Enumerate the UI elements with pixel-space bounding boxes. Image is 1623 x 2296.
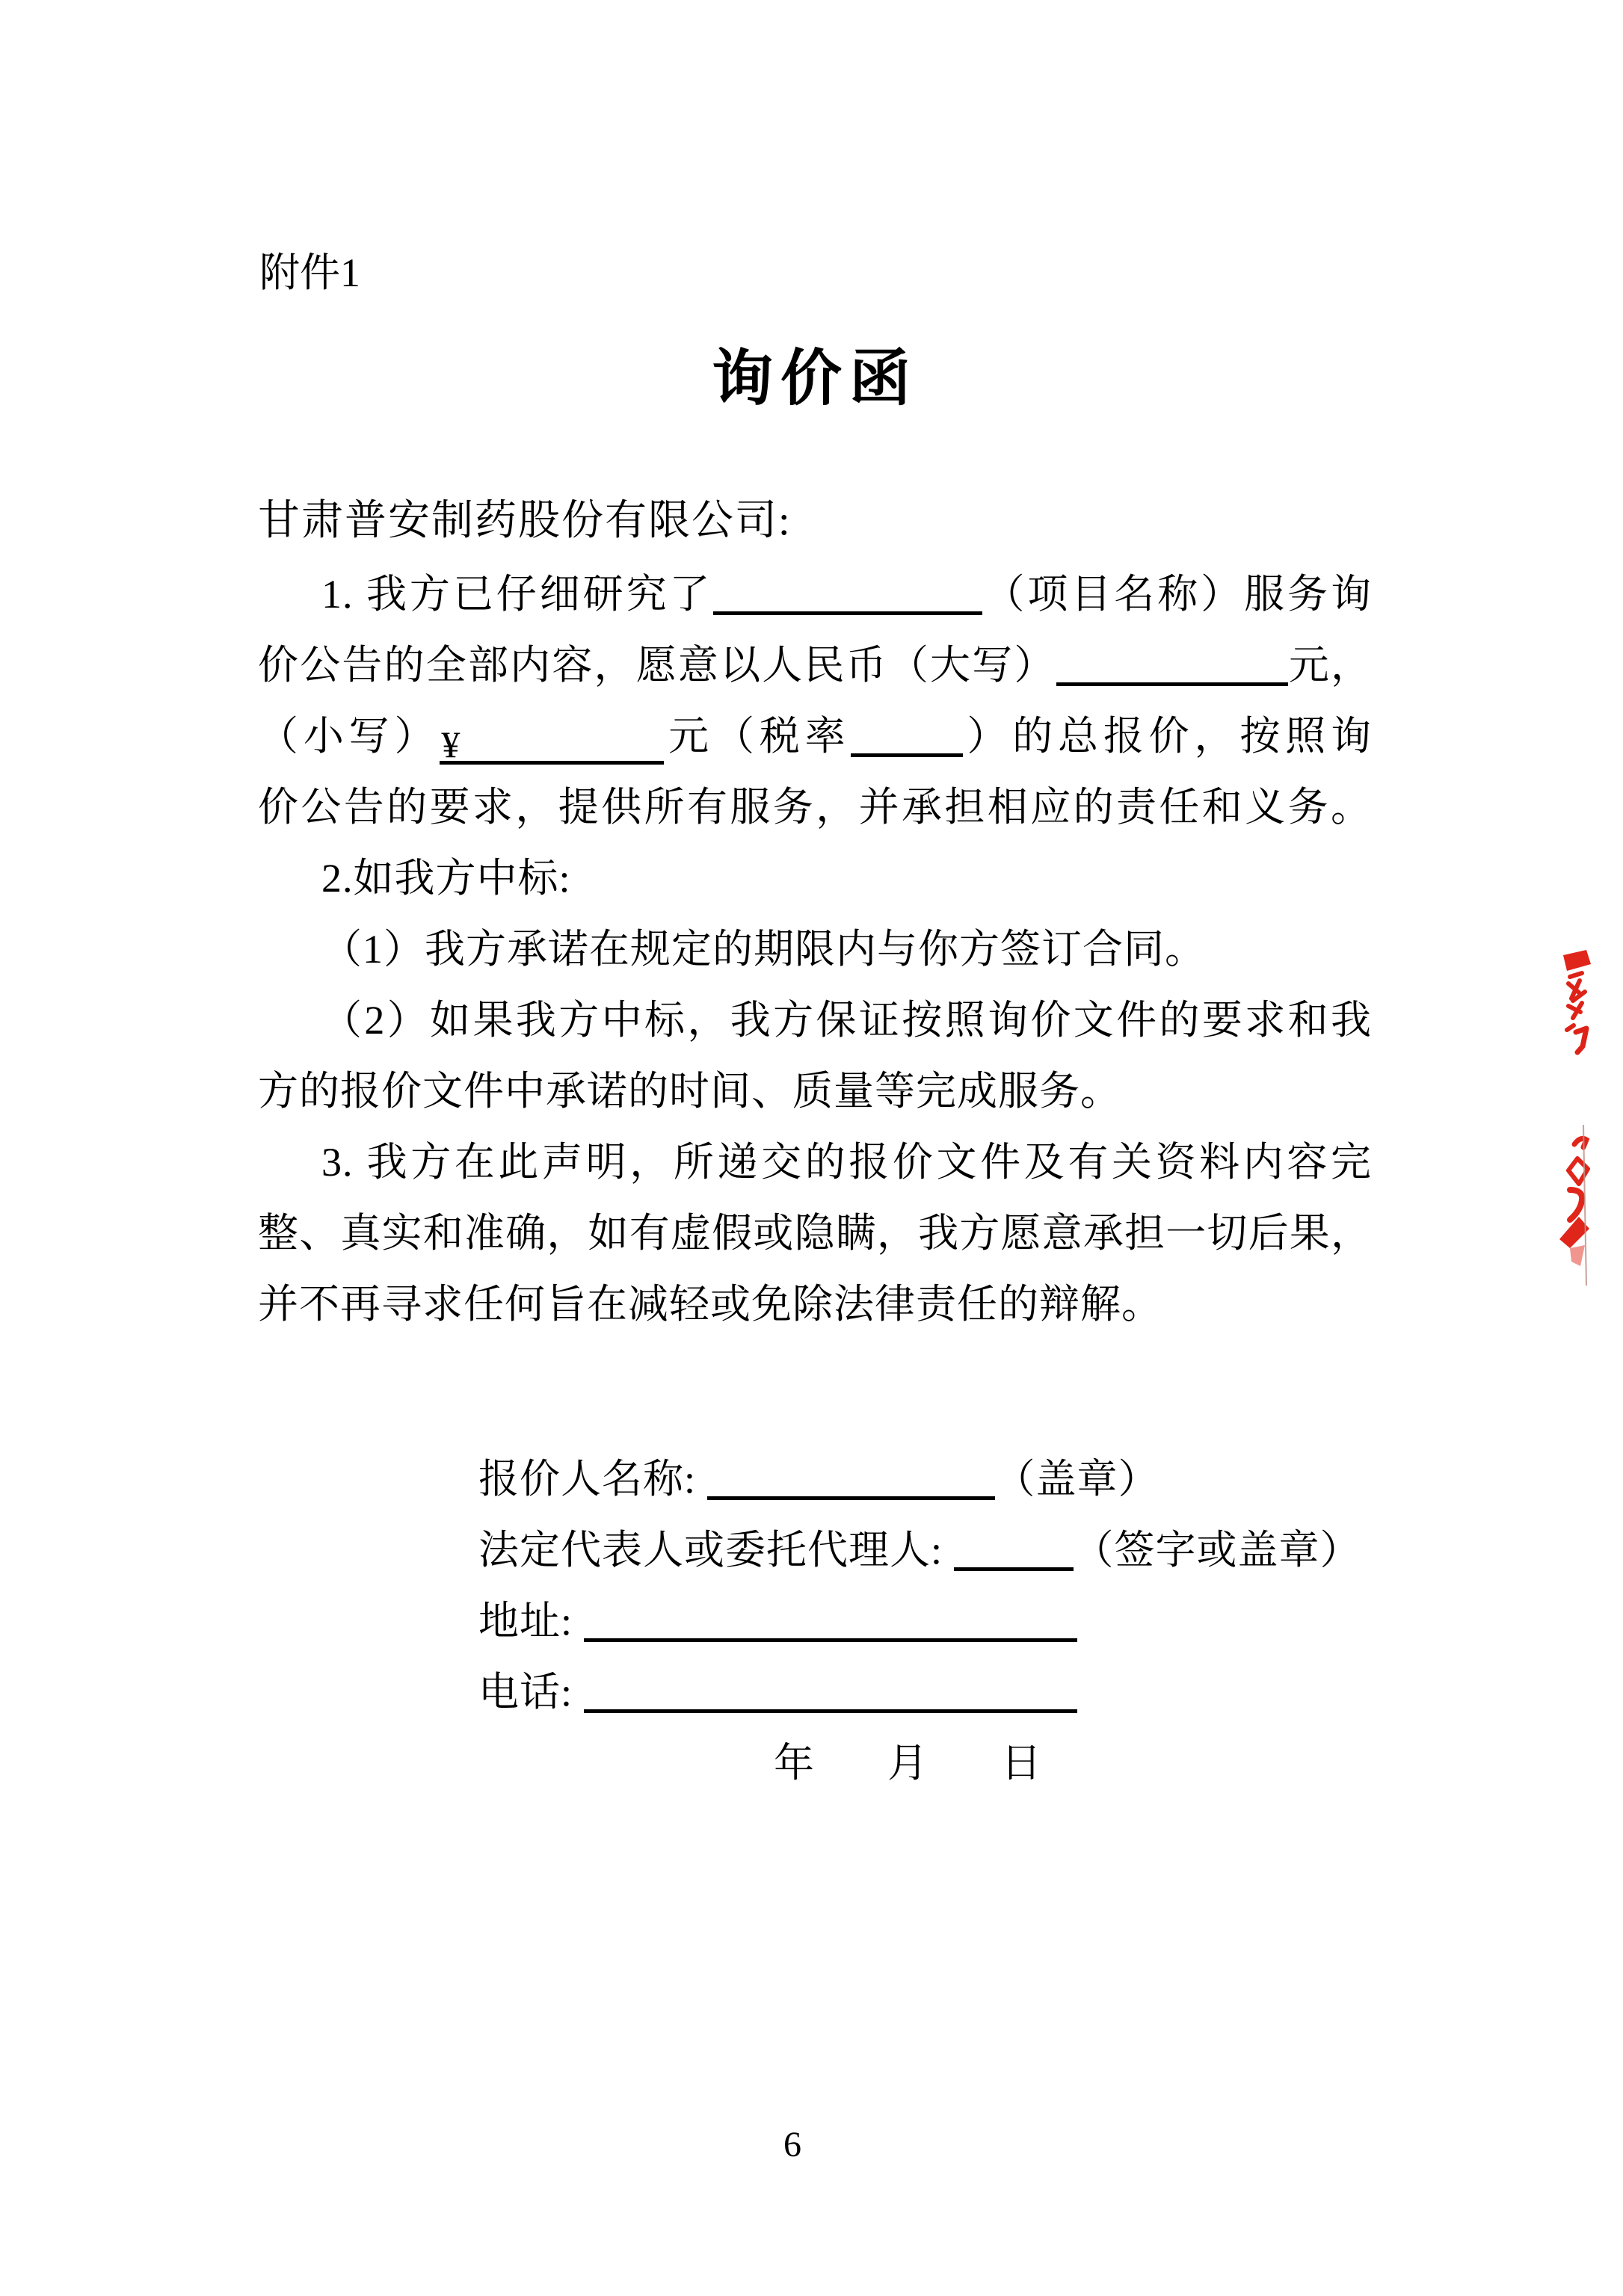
text-run: 并不再寻求任何旨在减轻或免除法律责任的辩解。 — [258, 1282, 1162, 1327]
attachment-label: 附件1 — [259, 250, 360, 295]
text-run: （小写） — [258, 714, 440, 759]
text-line — [258, 1056, 1372, 1127]
salutation: 甘肃普安制药股份有限公司: — [258, 498, 792, 544]
blank-underline-field — [954, 1533, 1074, 1571]
text-run: 元（税率 — [664, 714, 851, 759]
blank-underline-field — [440, 723, 664, 765]
text-line — [478, 1444, 1372, 1515]
text-run: 价公告的全部内容，愿意以人民币（大写） — [258, 643, 1056, 688]
text-run: 报价人名称: — [478, 1457, 707, 1502]
text-line — [258, 630, 1372, 701]
blank-underline-field — [584, 1675, 1077, 1713]
text-run: （2）如果我方中标，我方保证按照询价文件的要求和我 — [321, 998, 1372, 1043]
text-line — [258, 1127, 1372, 1198]
text-run: ）的总报价，按照询 — [962, 714, 1373, 759]
text-run: 方的报价文件中承诺的时间、质量等完成服务。 — [258, 1069, 1121, 1114]
text-line — [478, 1515, 1372, 1586]
text-line — [478, 1586, 1372, 1657]
text-line — [478, 1657, 1372, 1728]
text-line — [258, 985, 1372, 1056]
blank-underline-field — [713, 577, 982, 615]
text-run: （签字或盖章） — [1073, 1528, 1361, 1573]
signature-block — [478, 1444, 1372, 1728]
text-run: 价公告的要求，提供所有服务，并承担相应的责任和义务。 — [258, 785, 1372, 830]
blank-underline-field — [851, 719, 963, 757]
blank-underline-field — [707, 1462, 995, 1500]
text-line — [258, 914, 1372, 985]
text-line — [258, 772, 1372, 843]
currency-symbol: ¥ — [441, 723, 461, 765]
text-line — [258, 559, 1372, 630]
text-run: 地址: — [478, 1599, 584, 1644]
text-run: 电话: — [478, 1670, 584, 1715]
date-line — [774, 1728, 1041, 1799]
text-run: 3. 我方在此声明，所递交的报价文件及有关资料内容完 — [321, 1140, 1372, 1185]
text-run: 1. 我方已仔细研究了 — [321, 572, 713, 617]
text-run: 法定代表人或委托代理人: — [478, 1528, 954, 1573]
blank-underline-field — [1056, 648, 1288, 686]
text-run: （1）我方承诺在规定的期限内与你方签订合同。 — [321, 927, 1206, 972]
body-paragraphs — [258, 559, 1372, 1340]
text-line — [258, 1269, 1372, 1340]
text-run: 元， — [1287, 643, 1373, 688]
red-stamp-fragments-icon — [1540, 934, 1623, 1293]
page-number: 6 — [783, 2125, 801, 2164]
text-run: 2.如我方中标: — [321, 856, 571, 901]
date-month-label: 月 — [887, 1741, 928, 1786]
text-run: （盖章） — [994, 1457, 1159, 1502]
text-run: 整、真实和准确，如有虚假或隐瞒，我方愿意承担一切后果， — [258, 1211, 1372, 1256]
blank-underline-field — [584, 1604, 1077, 1642]
text-run: （项目名称）服务询 — [982, 572, 1372, 617]
date-year-label: 年 — [774, 1741, 814, 1786]
text-line — [258, 701, 1372, 772]
page-title: 询价函 — [711, 345, 918, 413]
date-day-label: 日 — [1001, 1741, 1041, 1786]
text-line — [258, 843, 1372, 914]
text-line — [258, 1198, 1372, 1269]
